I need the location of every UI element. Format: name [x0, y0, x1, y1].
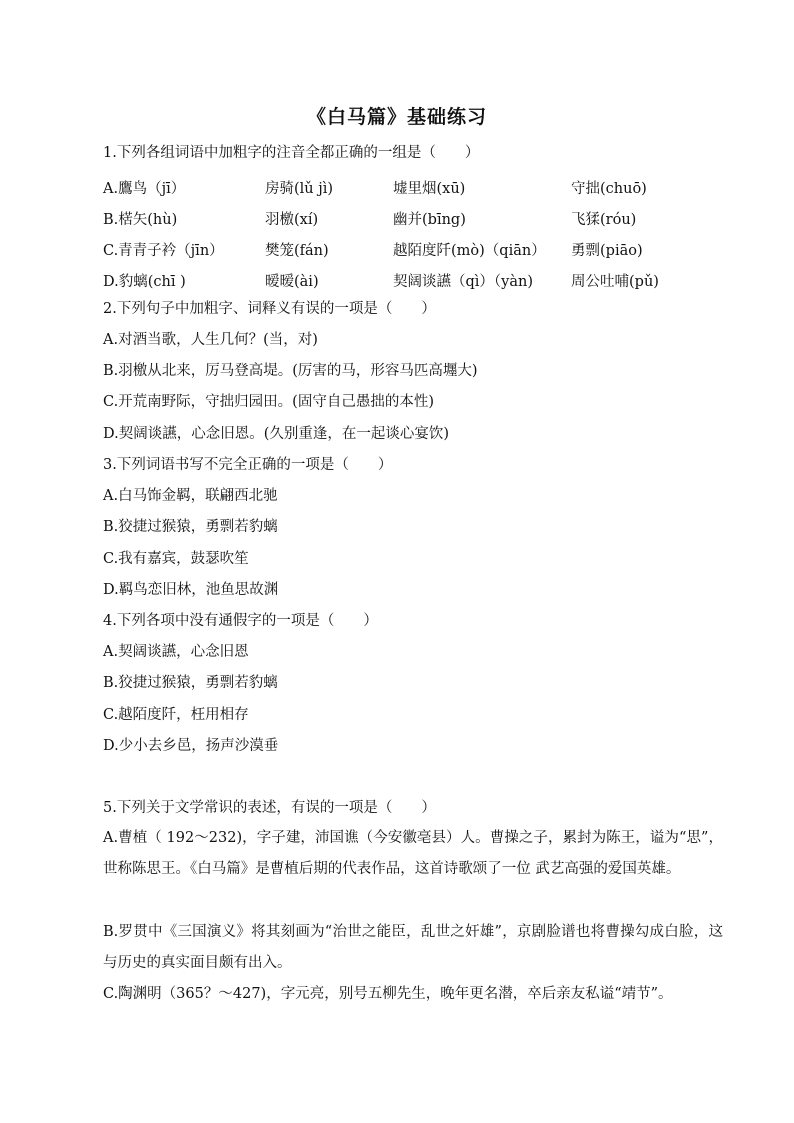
question-5-option-a: A.曹植（ 192～232)，字子建，沛国谯（今安徽亳县）人。曹操之子，累封为陈王，谥为“思”，世称陈思王。《白马篇》是曹植后期的代表作品，这首诗歌颂了一位 武艺高强的爱国英雄。 [103, 830, 723, 877]
question-3-option-a: A.白马饰金羁，联翩西北驰 [103, 488, 278, 504]
question-3-option-c: C.我有嘉宾，鼓瑟吹笙 [103, 551, 249, 567]
question-3-stem: 3.下列词语书写不完全正确的一项是（ ） [103, 457, 393, 473]
question-3-option-d: D.羁鸟恋旧林，池鱼思故渊 [103, 582, 279, 598]
question-4-option-b: B.狡捷过猴猿，勇剽若豹螭 [103, 675, 278, 691]
question-3-option-b: B.狡捷过猴猿，勇剽若豹螭 [103, 519, 278, 535]
question-1-row-a [103, 177, 723, 199]
question-1-row-c [103, 239, 723, 261]
question-1-stem: 1.下列各组词语中加粗字的注音全都正确的一组是（ ） [103, 145, 480, 161]
option-d-item-3: 契阔谈讌（qì）（yàn) [393, 274, 534, 290]
question-4-option-d: D.少小去乡邑，扬声沙漠垂 [103, 738, 279, 754]
option-b-item-2: 羽檄(xí) [265, 212, 319, 228]
option-c-item-1: C.青青子衿（jīn） [103, 243, 224, 259]
option-c-item-4: 勇剽(piāo) [571, 243, 643, 259]
page-title: 《白马篇》基础练习 [306, 106, 487, 128]
option-b-item-1: B.楛矢(hù) [103, 212, 178, 228]
option-a-item-1: A.鷹鸟（jī） [103, 181, 186, 197]
option-d-item-4: 周公吐哺(pǔ) [571, 274, 659, 290]
option-a-item-3: 墟里烟(xū) [393, 181, 466, 197]
option-a-item-2: 房骑(lǔ jì) [265, 181, 334, 197]
option-c-item-3: 越陌度阡(mò)（qiān） [393, 243, 546, 259]
option-d-item-2: 暧暧(ài) [265, 274, 319, 290]
question-2-stem: 2.下列句子中加粗字、词释义有误的一项是（ ） [103, 301, 436, 317]
option-d-item-1: D.豹螭(chī ) [103, 274, 186, 290]
question-5-option-c: C.陶渊明（365？～427)，字元亮，别号五柳先生，晚年更名潜，卒后亲友私谥“靖节”。 [103, 986, 673, 1002]
question-4-option-c: C.越陌度阡，枉用相存 [103, 707, 249, 723]
option-a-item-4: 守拙(chuō) [571, 181, 647, 197]
question-2-option-d: D.契阔谈讌，心念旧恩。(久别重逢，在一起谈心宴饮) [103, 426, 450, 442]
option-b-item-4: 飞猱(róu) [571, 212, 637, 228]
question-4-option-a: A.契阔谈讌，心念旧恩 [103, 644, 249, 660]
option-b-item-3: 幽并(bīng) [393, 212, 466, 228]
option-c-item-2: 樊笼(fán) [265, 243, 329, 259]
question-1-row-d [103, 270, 723, 292]
question-5-stem: 5.下列关于文学常识的表述，有误的一项是（ ） [103, 800, 436, 816]
question-1-row-b [103, 208, 723, 230]
question-2-option-c: C.开荒南野际，守拙归园田。(固守自己愚拙的本性) [103, 394, 434, 410]
question-5-option-b: B.罗贯中《三国演义》将其刻画为“治世之能臣，乱世之奸雄”，京剧脸谱也将曹操勾成白脸，这与历史的真实面目颇有出入。 [103, 924, 723, 971]
question-2-option-b: B.羽檄从北来，厉马登高堤。(厉害的马，形容马匹高壥大) [103, 363, 478, 379]
question-4-stem: 4.下列各项中没有通假字的一项是（ ） [103, 613, 378, 629]
question-2-option-a: A.对酒当歌，人生几何？(当，对) [103, 332, 318, 348]
